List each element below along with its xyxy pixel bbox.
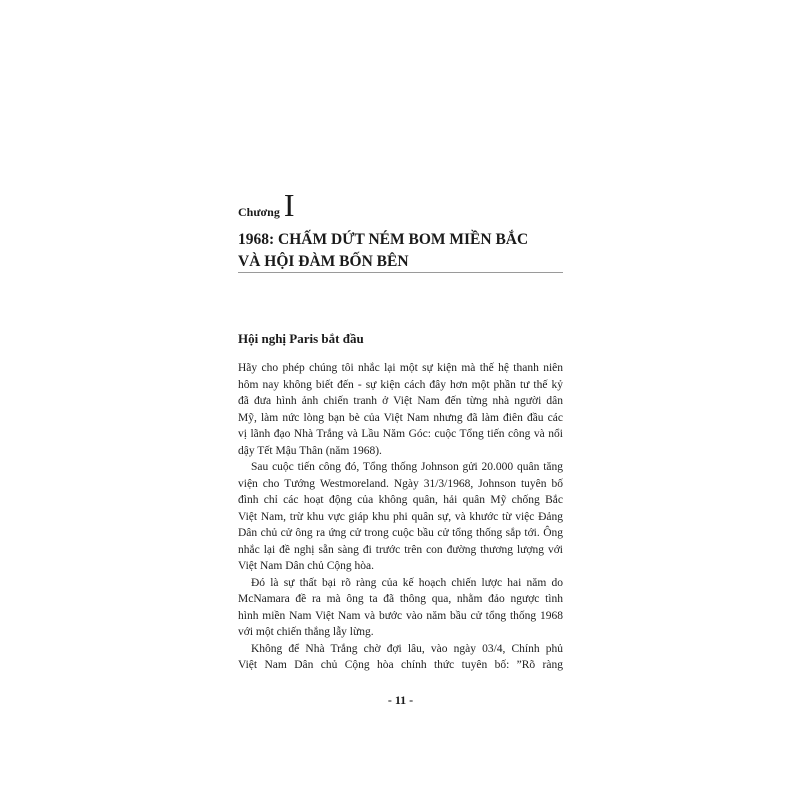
chapter-numeral: I bbox=[283, 187, 295, 223]
text-line: McNamara đề ra mà ông ta đã thông qua, nhằm đảo ngược tình bbox=[238, 593, 563, 605]
text-line: Việt Nam Dân chủ Cộng hòa chính thức tuyên bố: ”Rõ ràng bbox=[238, 659, 563, 671]
text-line: Việt Nam, trừ khu vực giáp khu phi quân sự, và khước từ việc Đảng bbox=[238, 510, 563, 523]
text-line: Việt Nam Dân chủ Cộng hòa. bbox=[238, 560, 375, 572]
paragraph bbox=[238, 575, 563, 641]
text-line: Sau cuộc tiến công đó, Tổng thống Johnson gửi 20.000 quân tăng bbox=[251, 461, 563, 473]
body-text bbox=[238, 360, 563, 674]
text-line: dậy Tết Mậu Thân (năm 1968). bbox=[238, 444, 382, 457]
text-line: viện cho Tướng Westmoreland. Ngày 31/3/1968, Johnson tuyên bố bbox=[238, 477, 563, 490]
paragraph bbox=[238, 641, 563, 674]
text-line: Đó là sự thất bại rõ ràng của kế hoạch chiến lược hai năm do bbox=[251, 576, 563, 589]
text-line: đã đưa hình ảnh chiến tranh ở Việt Nam đến từng nhà người dân bbox=[238, 395, 563, 407]
paragraph bbox=[238, 459, 563, 575]
chapter-label: Chương bbox=[238, 205, 280, 219]
text-line: hình miền Nam Việt Nam và bước vào năm bầu cử tổng thống 1968 bbox=[238, 609, 563, 622]
chapter-heading bbox=[238, 189, 563, 221]
title-divider bbox=[238, 272, 563, 273]
text-line: Mỹ, làm nức lòng bạn bè của Việt Nam nhưng đã làm điên đầu các bbox=[238, 411, 563, 424]
text-line: với một chiến thắng lẫy lừng. bbox=[238, 626, 374, 638]
text-line: vị lãnh đạo Nhà Trắng và Lầu Năm Góc: cuộc Tổng tiến công và nổi bbox=[238, 428, 563, 440]
paragraph bbox=[238, 360, 563, 459]
text-line: nhắc lại đề nghị sẵn sàng đi trước trên con đường thương lượng với bbox=[238, 543, 563, 556]
text-line: Hãy cho phép chúng tôi nhắc lại một sự kiện mà thế hệ thanh niên bbox=[238, 362, 563, 374]
section-heading: Hội nghị Paris bắt đầu bbox=[238, 331, 364, 346]
text-line: Không để Nhà Trắng chờ đợi lâu, vào ngày 03/4, Chính phủ bbox=[251, 642, 563, 655]
page-number: - 11 - bbox=[387, 693, 414, 707]
chapter-title-line: VÀ HỘI ĐÀM BỐN BÊN bbox=[238, 253, 409, 270]
chapter-title bbox=[238, 229, 563, 273]
text-line: đình chỉ các hoạt động của không quân, hải quân Mỹ chống Bắc bbox=[238, 494, 563, 506]
text-line: Dân chủ cử ông ra ứng cử trong cuộc bầu cử tổng thống sắp tới. Ông bbox=[238, 527, 563, 539]
text-line: hôm nay không biết đến - sự kiện cách đây hơn một phần tư thế kỷ bbox=[238, 378, 563, 391]
chapter-title-line: 1968: CHẤM DỨT NÉM BOM MIỀN BẮC bbox=[238, 231, 529, 248]
